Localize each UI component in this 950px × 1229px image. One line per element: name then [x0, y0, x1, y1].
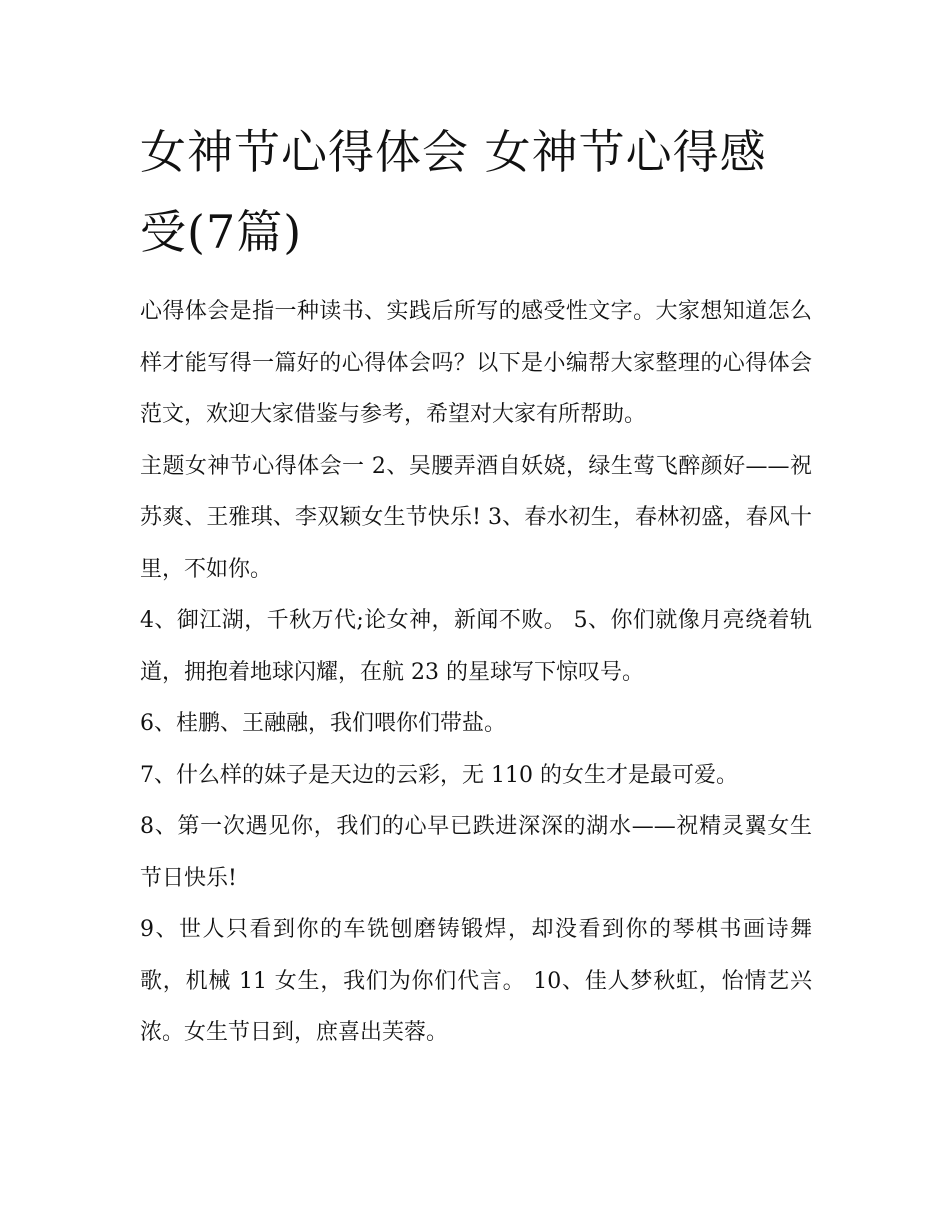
paragraph-item: 6、桂鹏、王融融，我们喂你们带盐。	[140, 711, 506, 736]
paragraph-item: 8、第一次遇见你，我们的心早已跌进深深的湖水——祝精灵翼女生节日快乐!	[140, 814, 812, 891]
paragraph-item: 4、御江湖，千秋万代;论女神，新闻不败。 5、你们就像月亮绕着轨道，拥抱着地球闪耀，在航 23 的星球写下惊叹号。	[140, 608, 812, 685]
paragraph-item: 7、什么样的妹子是天边的云彩，无 110 的女生才是最可爱。	[140, 762, 738, 788]
paragraph-item: 9、世人只看到你的车铣刨磨铸锻焊，却没看到你的琴棋书画诗舞歌，机械 11 女生，我们为你们代言。 10、佳人梦秋虹，怡情艺兴浓。女生节日到，庶喜出芙蓉。	[140, 917, 812, 1045]
document-title: 女神节心得体会 女神节心得感受(7篇)	[140, 125, 767, 259]
document-page	[140, 112, 812, 1059]
paragraph-item: 主题女神节心得体会一 2、吴腰弄酒自妖娆，绿生莺飞醉颜好——祝苏爽、王雅琪、李双颖女生节快乐! 3、春水初生，春林初盛，春风十里，不如你。	[140, 453, 812, 582]
paragraph-intro: 心得体会是指一种读书、实践后所写的感受性文字。大家想知道怎么样才能写得一篇好的心得体会吗？以下是小编帮大家整理的心得体会范文，欢迎大家借鉴与参考，希望对大家有所帮助。	[140, 299, 812, 427]
